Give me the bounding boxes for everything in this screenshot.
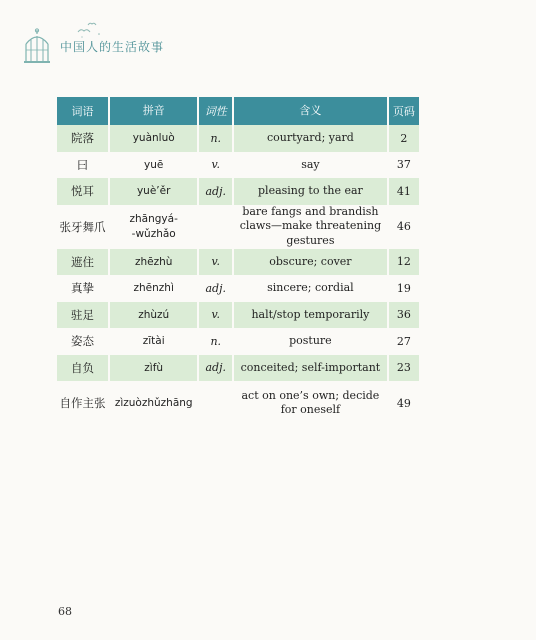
page-cell: 27 — [396, 334, 411, 348]
birdcage-icon — [22, 28, 52, 66]
table-header-row — [57, 97, 419, 125]
pos-cell: v. — [199, 302, 234, 329]
table-row — [57, 125, 419, 152]
table-row — [57, 152, 419, 179]
table-row — [57, 302, 419, 329]
column-header-pinyin: 拼音 — [110, 97, 199, 125]
pos-cell: v. — [199, 152, 234, 179]
word-cell: 自作主张 — [57, 381, 110, 425]
meaning-cell: halt/stop temporarily — [234, 302, 389, 329]
pos-cell: adj. — [199, 178, 234, 205]
meaning-cell: courtyard; yard — [234, 125, 389, 152]
page-cell: 19 — [396, 281, 411, 295]
table-row — [57, 328, 419, 355]
pinyin-cell: zhāngyá- -wǔzhǎo — [110, 205, 199, 249]
pos-cell: n. — [199, 328, 234, 355]
meaning-cell: obscure; cover — [234, 249, 389, 276]
word-cell: 真挚 — [57, 275, 110, 302]
meaning-cell: bare fangs and brandish claws—make threatening gestures — [234, 205, 389, 249]
page-cell: 23 — [389, 355, 419, 382]
word-cell: 遮住 — [57, 249, 110, 276]
table-row — [57, 355, 419, 382]
column-header-part-of-speech: 词性 — [199, 97, 234, 125]
meaning-cell: posture — [234, 328, 389, 355]
pinyin-cell: yuè’ěr — [110, 178, 199, 205]
page-cell: 37 — [396, 158, 411, 172]
table-row — [57, 249, 419, 276]
meaning-cell: sincere; cordial — [234, 275, 389, 302]
pos-cell: adj. — [199, 275, 234, 302]
word-cell: 悦耳 — [57, 178, 110, 205]
meaning-cell: act on one’s own; decide for oneself — [234, 381, 389, 425]
pinyin-cell: zìfù — [110, 355, 199, 382]
table-row — [57, 381, 419, 425]
pinyin-cell: zhēzhù — [110, 249, 199, 276]
page-number: 68 — [58, 605, 72, 618]
page-cell: 36 — [389, 302, 419, 329]
pinyin-cell: yuē — [110, 152, 199, 179]
table-row — [57, 275, 419, 302]
column-header-word: 词语 — [57, 97, 110, 125]
word-cell: 自负 — [57, 355, 110, 382]
meaning-cell: conceited; self-important — [234, 355, 389, 382]
pos-cell: v. — [199, 249, 234, 276]
pos-cell — [199, 381, 234, 425]
pinyin-cell: zītài — [110, 328, 199, 355]
column-header-page: 页码 — [389, 97, 419, 125]
pinyin-cell: yuànluò — [110, 125, 199, 152]
pinyin-cell: zhēnzhì — [110, 275, 199, 302]
table-row — [57, 205, 419, 249]
column-header-meaning: 含义 — [234, 97, 389, 125]
pos-cell: n. — [199, 125, 234, 152]
word-cell: 曰 — [57, 152, 110, 179]
page-cell: 2 — [389, 125, 419, 152]
running-header — [22, 20, 282, 70]
word-cell: 张牙舞爪 — [57, 205, 110, 249]
meaning-cell: say — [234, 152, 389, 179]
word-cell: 驻足 — [57, 302, 110, 329]
pos-cell: adj. — [199, 355, 234, 382]
word-cell: 院落 — [57, 125, 110, 152]
word-cell: 姿态 — [57, 328, 110, 355]
birds-icon — [74, 20, 104, 40]
page-cell: 49 — [396, 396, 411, 410]
pinyin-cell: zhùzú — [110, 302, 199, 329]
pos-cell — [199, 205, 234, 249]
page-cell: 46 — [396, 220, 411, 233]
book-title: 中国人的生活故事 — [60, 40, 165, 54]
pinyin-cell: zìzuòzhǔzhāng — [110, 381, 199, 425]
table-row — [57, 178, 419, 205]
page-cell: 12 — [389, 249, 419, 276]
page-cell: 41 — [389, 178, 419, 205]
vocabulary-table — [57, 97, 419, 425]
meaning-cell: pleasing to the ear — [234, 178, 389, 205]
